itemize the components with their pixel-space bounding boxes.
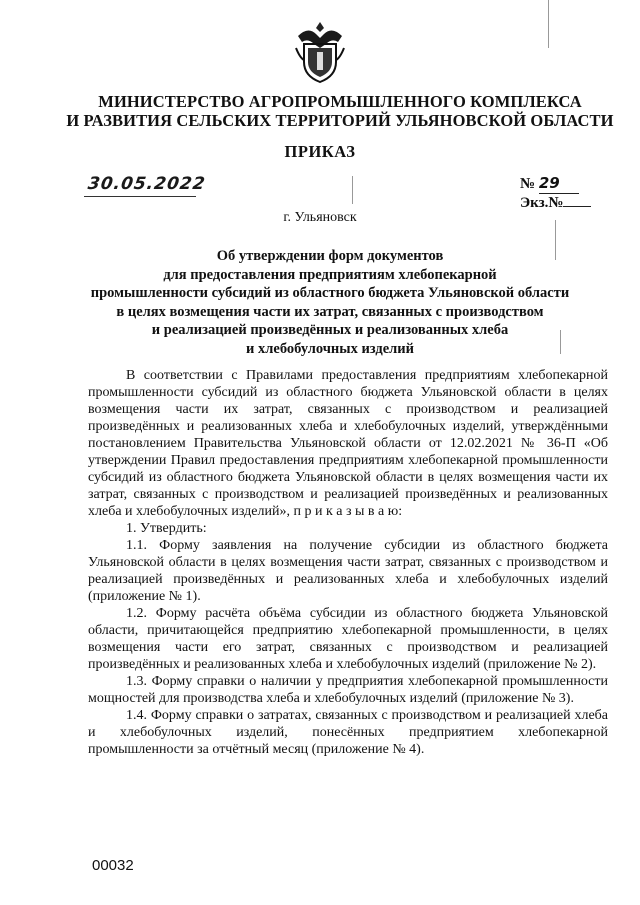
city: г. Ульяновск: [283, 210, 357, 225]
order-body: [88, 367, 608, 758]
subject-line: Об утверждении форм документов: [216, 248, 444, 264]
date-underline: [84, 196, 196, 197]
copy-label: Экз.№: [520, 195, 564, 211]
subject-line: и хлебобулочных изделий: [246, 340, 414, 357]
ministry-title: [60, 92, 620, 130]
scan-artifact-line: [555, 220, 556, 260]
scan-artifact-line: [560, 330, 561, 354]
item-1-3: 1.3. Форму справки о наличии у предприятия хлебопекарной промышленности мощностей для производства хлеба и хлебобулочных изделий (приложение № 3).: [88, 674, 608, 706]
page-code: 00032: [92, 857, 134, 874]
order-number-block: [520, 174, 591, 213]
order-number: 29: [539, 174, 579, 194]
subject-line: промышленности субсидий из областного бюджета Ульяновской области: [90, 285, 570, 301]
scan-artifact-line: [548, 0, 549, 48]
copy-number: [563, 206, 591, 207]
coat-of-arms-icon: [290, 18, 350, 86]
item-1-4: 1.4. Форму справки о затратах, связанных с производством и реализацией хлеба и хлебобулочных изделий, понесённых предприятием хлебопекарной промышленности за отчётный месяц (приложение № 4).: [88, 708, 608, 757]
item-1-2: 1.2. Форму расчёта объёма субсидии из областного бюджета Ульяновской области, причитающейся предприятию хлебопекарной промышленности, в целях возмещения части его затрат, связанных с производством и реализацией произведённых и реализованных хлеба и хлебобулочных изделий (приложение № 2).: [88, 606, 608, 672]
number-label: №: [520, 176, 536, 192]
subject-line: в целях возмещения части их затрат, связанных с производством: [116, 303, 544, 320]
order-date: 30.05.2022: [86, 174, 207, 194]
order-subject: [70, 247, 590, 358]
preamble-paragraph: В соответствии с Правилами предоставления предприятиям хлебопекарной промышленности субсидий из областного бюджета Ульяновской области в целях возмещения части их затрат, связанных с производством и реализацией произведённых и реализованных хлеба и хлебобулочных изделий, утверждёнными постановлением Правительства Ульяновской области от 12.02.2021 № 36-П «Об утверждении Правил предоставления предприятиям хлебопекарной промышленности субсидий из областного бюджета Ульяновской области в целях возмещения части их затрат, связанных с производством и реализацией произведённых и реализованных хлеба и хлебобулочных изделий», п р и к а з ы в а ю:: [88, 368, 608, 519]
scan-artifact-line: [352, 176, 353, 204]
subject-line: для предоставления предприятиям хлебопекарной: [163, 266, 497, 283]
item-1: 1. Утвердить:: [126, 521, 207, 536]
item-1-1: 1.1. Форму заявления на получение субсидии из областного бюджета Ульяновской области в целях возмещения части затрат, связанных с производством и реализацией произведённых и реализованных хлеба и хлебобулочных изделий (приложение № 1).: [88, 538, 608, 604]
order-title: ПРИКАЗ: [284, 142, 356, 161]
ministry-line-2: И РАЗВИТИЯ СЕЛЬСКИХ ТЕРРИТОРИЙ УЛЬЯНОВСКОЙ ОБЛАСТИ: [66, 111, 614, 130]
ministry-line-1: МИНИСТЕРСТВО АГРОПРОМЫШЛЕННОГО КОМПЛЕКСА: [98, 92, 582, 111]
subject-line: и реализацией произведённых и реализованных хлеба: [151, 322, 509, 338]
